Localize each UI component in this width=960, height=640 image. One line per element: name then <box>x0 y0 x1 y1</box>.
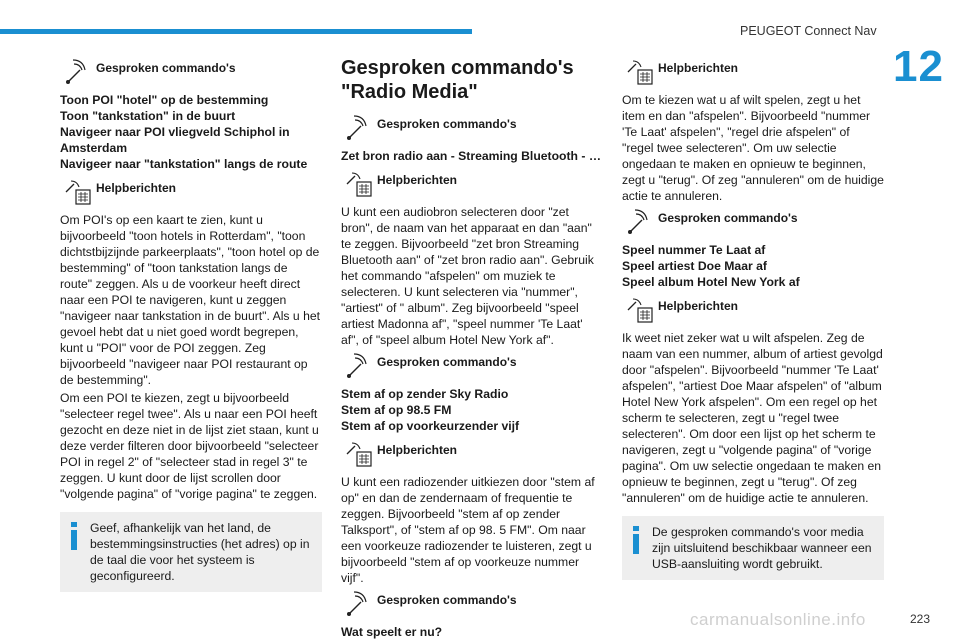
page-number: 223 <box>910 612 931 626</box>
watermark: carmanualsonline.info <box>690 610 866 629</box>
help-messages-icon <box>343 440 373 468</box>
help-text: U kunt een radiozender uitkiezen door "stem af op" en dan de zendernaam of frequentie te zeggen. Bijvoorbeeld "stem af op zender Talksport", of "stem af op 98. 5 FM". Om naar een voorkeuze radiozender te luisteren, zegt u bijvoorbeeld "stem af op voorkeuze nummer vijf". <box>341 475 595 585</box>
info-note-text: De gesproken commando's voor media zijn uitsluitend beschikbaar wanneer een USB-aansluiting wordt gebruikt. <box>652 525 872 571</box>
voice-command-heading <box>341 588 603 618</box>
command-list <box>622 242 884 290</box>
voice-command-heading <box>341 350 603 380</box>
voice-command-heading <box>60 56 322 86</box>
help-messages-heading <box>60 176 322 206</box>
command-line: Toon POI "hotel" op de bestemming <box>60 93 269 107</box>
header-accent-bar <box>0 29 472 34</box>
info-icon <box>70 522 78 550</box>
info-icon <box>632 526 640 554</box>
command-line: Wat speelt er nu? <box>341 625 443 639</box>
header-title: PEUGEOT Connect Nav <box>740 24 877 38</box>
command-line: Navigeer naar POI vliegveld Schiphol in Amsterdam <box>60 125 290 155</box>
help-messages-heading <box>622 294 884 324</box>
voice-command-heading-text: Gesproken commando's <box>377 355 517 369</box>
voice-command-heading-text: Gesproken commando's <box>377 593 517 607</box>
voice-command-icon <box>343 590 373 618</box>
info-note <box>622 516 884 580</box>
command-line: Speel album Hotel New York af <box>622 275 800 289</box>
help-text: Om te kiezen wat u af wilt spelen, zegt u het item en dan "afspelen". Bijvoorbeeld "nummer 'Te Laat' afspelen", "regel drie afspelen" of "regel twee selecteren". Om uw selectie ongedaan te maken en opnieuw te beginnen, zegt u "terug". Of zeg "annuleren" om de huidige actie te annuleren. <box>622 93 884 203</box>
command-line: Toon "tankstation" in de buurt <box>60 109 236 123</box>
command-line: Speel nummer Te Laat af <box>622 243 766 257</box>
voice-command-heading <box>341 112 603 142</box>
help-messages-heading-text: Helpberichten <box>658 299 739 313</box>
command-list <box>60 92 322 172</box>
help-text: Ik weet niet zeker wat u wilt afspelen. Zeg de naam van een nummer, album of artiest gevolgd door "afspelen". Bijvoorbeeld "nummer 'Te Laat' afspelen", "artiest Doe Maar afspelen" of "album Hotel New York afspelen". Om een regel op het scherm te selecteren, zegt u "regel twee selecteren". Om door een lijst op het scherm te navigeren, zegt u "volgende pagina" of "vorige pagina". Om uw selectie ongedaan te maken en opnieuw te beginnen, zegt u "terug". Of zeg "annuleren" om de huidige actie te annuleren. <box>622 331 883 505</box>
help-messages-heading <box>341 168 603 198</box>
chapter-number: 12 <box>893 42 944 91</box>
command-line: Stem af op zender Sky Radio <box>341 387 509 401</box>
command-line: Stem af op voorkeurzender vijf <box>341 419 520 433</box>
column-1 <box>60 56 322 592</box>
help-messages-heading-text: Helpberichten <box>377 443 458 457</box>
column-3 <box>622 56 884 580</box>
voice-command-heading-text: Gesproken commando's <box>96 61 236 75</box>
info-note-text: Geef, afhankelijk van het land, de bestemmingsinstructies (het adres) op in de taal die voor het systeem is geconfigureerd. <box>90 521 310 583</box>
help-messages-icon <box>624 58 654 86</box>
voice-command-heading <box>622 206 884 236</box>
voice-command-icon <box>343 114 373 142</box>
voice-command-heading-text: Gesproken commando's <box>377 117 517 131</box>
section-title: Gesproken commando's "Radio Media" <box>341 57 574 103</box>
command-line: Navigeer naar "tankstation" langs de route <box>60 157 308 171</box>
voice-command-heading-text: Gesproken commando's <box>658 211 798 225</box>
help-text: Om POI's op een kaart te zien, kunt u bijvoorbeeld "toon hotels in Rotterdam", "toon dichtstbijzijnde parkeerplaats", "toon hotel op de bestemming" of "toon tankstation langs de route" zeggen. Als u de voorkeur heeft direct naar een POI te navigeren, kunt u zeggen "navigeer naar tankstation in de buurt". Als u het gevoel hebt dat u niet goed wordt begrepen, kunt u "POI" voor de POI zeggen. Zeg bijvoorbeeld "navigeer naar POI restaurant op de bestemming". <box>60 213 321 387</box>
info-note <box>60 512 322 592</box>
command-line: Zet bron radio aan - Streaming Bluetooth - … <box>341 149 602 163</box>
help-messages-heading <box>622 56 884 86</box>
command-line: Stem af op 98.5 FM <box>341 403 452 417</box>
voice-command-icon <box>624 208 654 236</box>
help-messages-heading-text: Helpberichten <box>658 61 739 75</box>
column-2 <box>341 56 603 640</box>
help-text: Om een POI te kiezen, zegt u bijvoorbeeld "selecteer regel twee". Als u naar een POI heeft gezocht en deze niet in de lijst ziet staan, kunt u deze verder filteren door bijvoorbeeld "selecteer POI in regel 2" of "selecteer stad in regel 3" te zeggen. U kunt door de lijst scrollen door "volgende pagina" of "vorige pagina" te zeggen. <box>60 391 319 501</box>
help-messages-icon <box>62 178 92 206</box>
command-line: Speel artiest Doe Maar af <box>622 259 767 273</box>
help-messages-heading-text: Helpberichten <box>377 173 458 187</box>
help-messages-heading <box>341 438 603 468</box>
help-messages-heading-text: Helpberichten <box>96 181 177 195</box>
voice-command-icon <box>62 58 92 86</box>
help-messages-icon <box>343 170 373 198</box>
help-text: U kunt een audiobron selecteren door "zet bron", de naam van het apparaat en dan "aan" te zeggen. Bijvoorbeeld "zet bron Streaming Bluetooth aan" of "zet bron radio aan". Gebruik het commando "afspelen" om muziek te selecteren. U kunt selecteren via "nummer", "artiest" of " album". Zeg bijvoorbeeld "speel artiest Madonna af", "speel nummer 'Te Laat' af", of "speel album Hotel New York af". <box>341 205 594 347</box>
help-messages-icon <box>624 296 654 324</box>
command-list <box>341 386 603 434</box>
voice-command-icon <box>343 352 373 380</box>
